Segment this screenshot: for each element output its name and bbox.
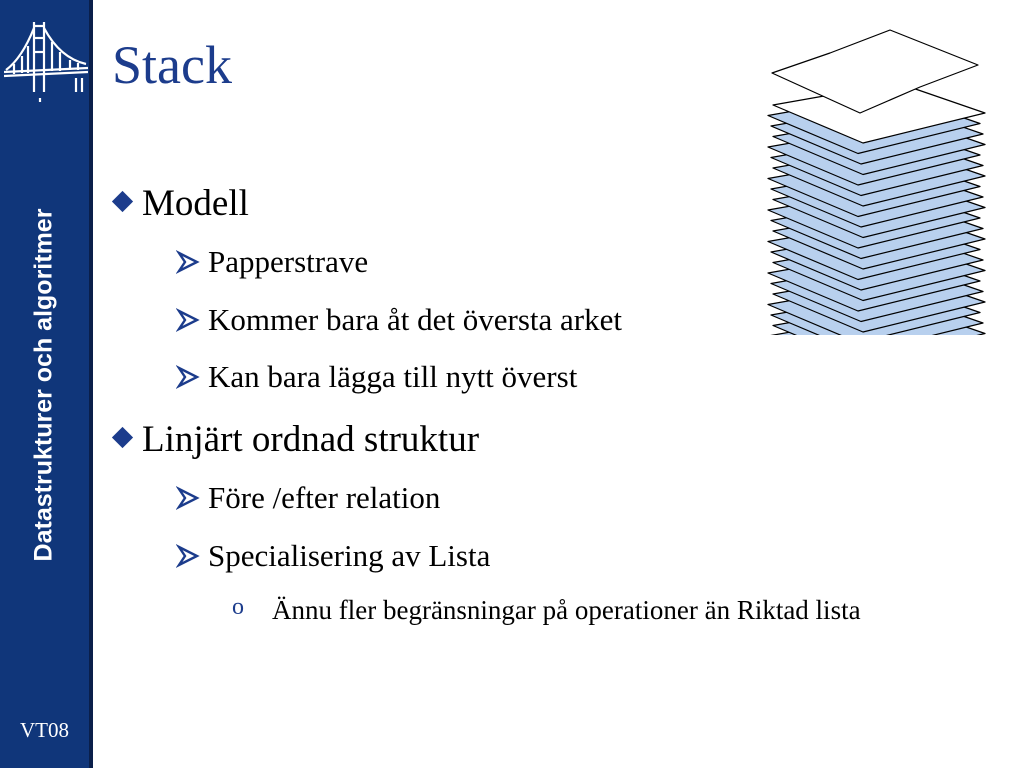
sidebar: [0, 0, 89, 768]
list-item: Kan bara lägga till nytt överst: [176, 361, 577, 392]
arrow-bullet-icon: [176, 544, 200, 568]
list-item: Papperstrave: [176, 246, 368, 277]
diamond-bullet-icon: [112, 191, 133, 212]
list-item: Modell: [115, 185, 249, 222]
course-title: Datastrukturer och algoritmer: [29, 208, 58, 562]
slide-title: Stack: [112, 35, 232, 95]
term-code: VT08: [20, 718, 69, 742]
list-item: Kommer bara åt det översta arket: [176, 304, 622, 335]
circle-bullet-icon: o: [232, 594, 244, 620]
diamond-bullet-icon: [112, 427, 133, 448]
arrow-bullet-icon: [176, 308, 200, 332]
arrow-bullet-icon: [176, 365, 200, 389]
list-item: Ännu fler begränsningar på operationer än Riktad lista: [272, 595, 861, 625]
bridge-logo-icon: [4, 18, 88, 102]
paper-stack-icon: [760, 25, 990, 335]
list-item: Linjärt ordnad struktur: [115, 421, 479, 458]
list-item: Specialisering av Lista: [176, 540, 490, 571]
list-item: Före /efter relation: [176, 482, 440, 513]
sidebar-divider: [89, 0, 93, 768]
arrow-bullet-icon: [176, 250, 200, 274]
arrow-bullet-icon: [176, 486, 200, 510]
